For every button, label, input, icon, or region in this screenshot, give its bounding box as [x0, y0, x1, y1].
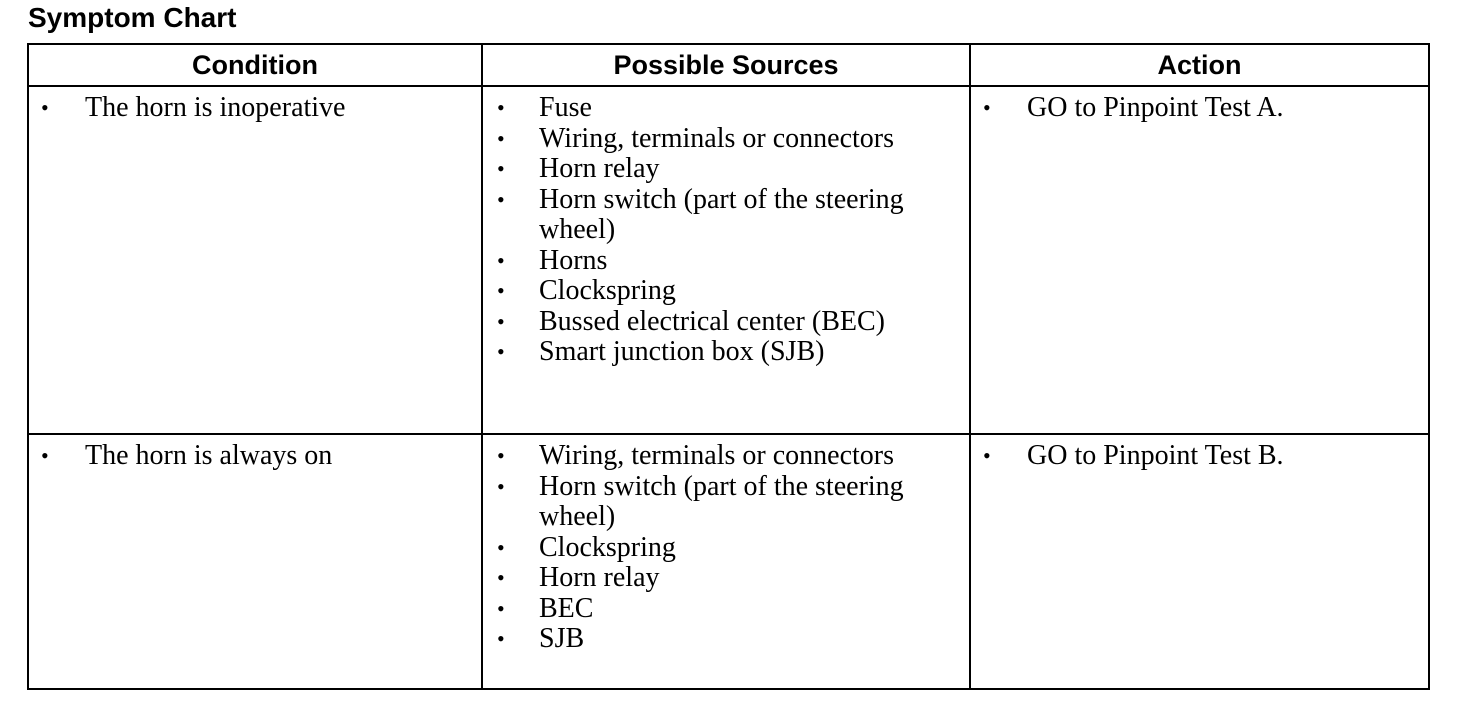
list-item — [483, 185, 959, 246]
bullet-icon: • — [497, 473, 505, 499]
list-item-text: Wiring, terminals or connectors — [539, 122, 894, 154]
list-item — [971, 93, 1418, 124]
bullet-list — [483, 87, 969, 368]
list-item — [971, 441, 1418, 472]
bullet-icon: • — [497, 278, 505, 303]
list-item-text: GO to Pinpoint Test B. — [1027, 440, 1284, 471]
symptom-chart-table — [27, 43, 1430, 690]
list-item — [483, 533, 959, 564]
bullet-icon: • — [497, 565, 505, 590]
bullet-list — [971, 87, 1428, 124]
table-row — [28, 86, 1429, 434]
list-item — [483, 246, 959, 277]
list-item — [483, 307, 959, 338]
bullet-icon: • — [497, 626, 505, 651]
list-item-text: GO to Pinpoint Test A. — [1027, 92, 1284, 123]
list-item-text: The horn is inoperative — [85, 92, 346, 123]
list-item — [483, 563, 959, 594]
list-item-text: The horn is always on — [85, 440, 333, 471]
list-item-text: Horn switch (part of the steering wheel) — [539, 470, 904, 532]
bullet-icon: • — [983, 443, 991, 468]
list-item-text: Smart junction box (SJB) — [539, 336, 825, 367]
bullet-list — [29, 435, 481, 472]
bullet-icon: • — [497, 595, 505, 621]
bullet-icon: • — [497, 308, 505, 334]
header-condition: Condition — [28, 44, 482, 86]
list-item — [483, 93, 959, 124]
possible-sources-cell — [482, 434, 970, 689]
bullet-icon: • — [983, 95, 991, 120]
list-item — [483, 594, 959, 625]
bullet-icon: • — [497, 339, 505, 364]
list-item — [483, 124, 959, 155]
table-row — [28, 434, 1429, 689]
list-item-text: BEC — [539, 592, 594, 624]
list-item-text: Fuse — [539, 92, 592, 123]
list-item-text: Horn relay — [539, 153, 660, 184]
header-possible-sources: Possible Sources — [482, 44, 970, 86]
list-item — [29, 441, 471, 472]
possible-sources-cell — [482, 86, 970, 434]
bullet-icon: • — [497, 156, 505, 181]
condition-cell — [28, 434, 482, 689]
list-item — [483, 154, 959, 185]
list-item — [483, 624, 959, 655]
list-item-text: Horn switch (part of the steering wheel) — [539, 183, 904, 245]
list-item-text: Bussed electrical center (BEC) — [539, 305, 885, 337]
bullet-list — [29, 87, 481, 124]
bullet-icon: • — [497, 125, 505, 151]
action-cell — [970, 434, 1429, 689]
condition-cell — [28, 86, 482, 434]
page-title: Symptom Chart — [28, 2, 237, 33]
bullet-icon: • — [497, 534, 505, 560]
bullet-icon: • — [497, 95, 505, 120]
list-item — [483, 276, 959, 307]
list-item — [483, 472, 959, 533]
bullet-list — [483, 435, 969, 655]
bullet-list — [971, 435, 1428, 472]
list-item-text: Wiring, terminals or connectors — [539, 440, 894, 471]
list-item — [29, 93, 471, 124]
list-item — [483, 337, 959, 368]
bullet-icon: • — [497, 247, 505, 273]
list-item-text: SJB — [539, 623, 585, 654]
header-action: Action — [970, 44, 1429, 86]
bullet-icon: • — [497, 186, 505, 212]
bullet-icon: • — [497, 443, 505, 468]
list-item-text: Clockspring — [539, 531, 676, 563]
bullet-icon: • — [41, 443, 49, 468]
action-cell — [970, 86, 1429, 434]
list-item-text: Horn relay — [539, 562, 660, 593]
list-item — [483, 441, 959, 472]
bullet-icon: • — [41, 95, 49, 120]
header-row — [28, 44, 1429, 86]
list-item-text: Horns — [539, 244, 608, 276]
list-item-text: Clockspring — [539, 275, 676, 306]
